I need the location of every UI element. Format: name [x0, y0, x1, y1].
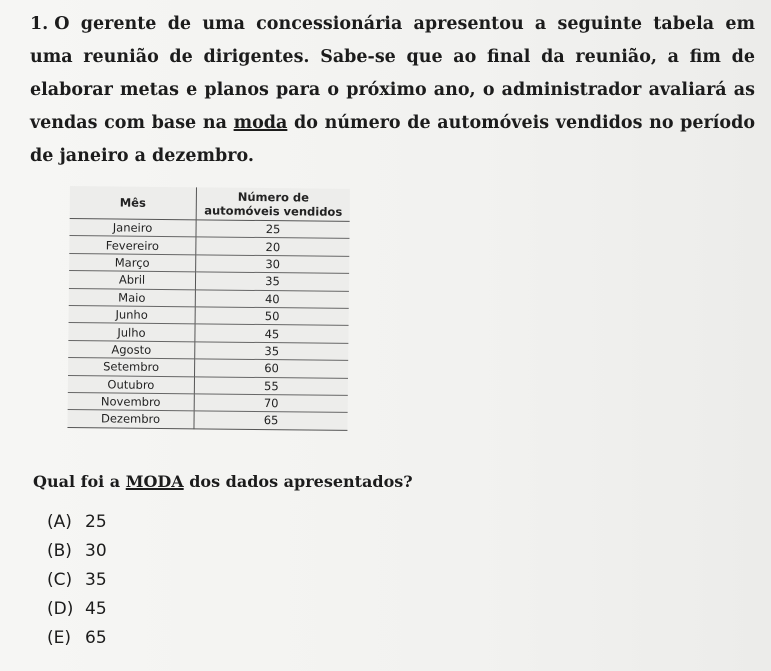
- month-cell: Junho: [69, 305, 196, 324]
- table-header-row: [70, 186, 350, 221]
- cars-sold-cell: 45: [195, 324, 349, 343]
- header-month: Mês: [70, 186, 197, 220]
- prompt-emphasis: MODA: [125, 472, 184, 491]
- option-value: 35: [85, 570, 107, 590]
- cars-sold-cell: 25: [196, 220, 350, 239]
- month-cell: Abril: [69, 271, 196, 290]
- answer-option[interactable]: [47, 537, 107, 566]
- option-value: 65: [85, 628, 107, 648]
- question-text-before: O gerente de uma concessionária apresentou a seguinte tabela em uma reunião de dirigentes. Sabe-se que ao final da reunião, a fim de elaborar metas e planos para o próximo ano, o administrador avaliará as vendas com base na: [30, 14, 755, 133]
- answer-options: [47, 508, 107, 653]
- cars-sold-cell: 60: [195, 359, 349, 378]
- option-letter: (C): [47, 570, 73, 590]
- answer-option[interactable]: [47, 624, 107, 653]
- cars-sold-cell: 35: [195, 272, 349, 291]
- table-row: [67, 410, 347, 430]
- prompt-before: Qual foi a: [33, 472, 126, 491]
- option-value: 30: [85, 541, 107, 561]
- sales-table: [67, 186, 350, 431]
- question-text-after: do número de automóveis vendidos no período de janeiro a dezembro.: [30, 113, 755, 166]
- cars-sold-cell: 70: [194, 394, 348, 413]
- month-cell: Janeiro: [69, 218, 196, 237]
- answer-option[interactable]: [47, 595, 107, 624]
- cars-sold-cell: 65: [194, 411, 348, 430]
- month-cell: Novembro: [68, 392, 195, 411]
- month-cell: Agosto: [68, 340, 195, 359]
- month-cell: Dezembro: [67, 410, 194, 429]
- cars-sold-cell: 50: [195, 307, 349, 326]
- prompt-after: dos dados apresentados?: [183, 472, 413, 491]
- cars-sold-cell: 30: [196, 255, 350, 274]
- option-letter: (D): [47, 599, 74, 619]
- month-cell: Outubro: [68, 375, 195, 394]
- option-value: 25: [85, 512, 107, 532]
- option-value: 45: [85, 599, 107, 619]
- option-letter: (E): [47, 628, 72, 648]
- month-cell: Fevereiro: [69, 236, 196, 255]
- table-body: [67, 218, 349, 430]
- answer-option[interactable]: [47, 508, 107, 537]
- option-letter: (B): [47, 541, 72, 561]
- month-cell: Março: [69, 253, 196, 272]
- option-letter: (A): [47, 512, 72, 532]
- question-number: 1.: [30, 14, 49, 34]
- cars-sold-cell: 35: [195, 342, 349, 361]
- cars-sold-cell: 40: [195, 289, 349, 308]
- question-prompt: [33, 472, 413, 491]
- cars-sold-cell: 20: [196, 237, 350, 256]
- sales-table-container: [67, 186, 350, 431]
- cars-sold-cell: 55: [194, 376, 348, 395]
- month-cell: Maio: [69, 288, 196, 307]
- question-emphasis: moda: [233, 113, 288, 133]
- month-cell: Julho: [68, 323, 195, 342]
- answer-option[interactable]: [47, 566, 107, 595]
- header-cars-sold: Número de automóveis vendidos: [196, 187, 350, 221]
- question-statement: [30, 8, 755, 173]
- month-cell: Setembro: [68, 358, 195, 377]
